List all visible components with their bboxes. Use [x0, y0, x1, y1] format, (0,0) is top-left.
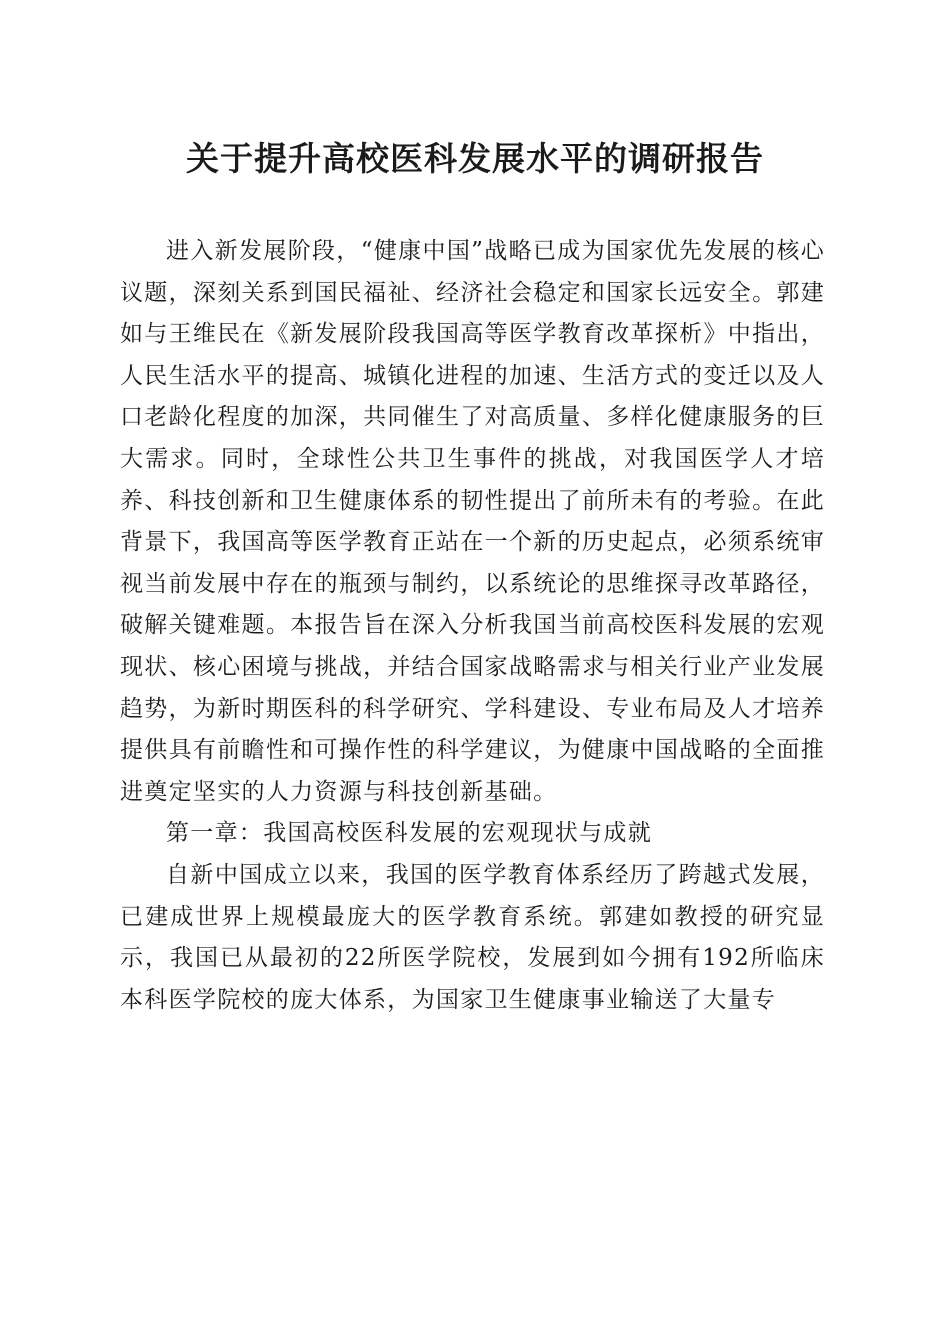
document-body — [120, 231, 825, 1021]
chapter-heading: 第一章：我国高校医科发展的宏观现状与成就 — [166, 820, 652, 847]
intro-paragraph: 进入新发展阶段，“健康中国”战略已成为国家优先发展的核心议题，深刻关系到国民福祉、经济社会稳定和国家长远安全。郭建如与王维民在《新发展阶段我国高等医学教育改革探析》中指出，人民生活水平的提高、城镇化进程的加速、生活方式的变迁以及人口老龄化程度的加深，共同催生了对高质量、多样化健康服务的巨大需求。同时，全球性公共卫生事件的挑战，对我国医学人才培养、科技创新和卫生健康体系的韧性提出了前所未有的考验。在此背景下，我国高等医学教育正站在一个新的历史起点，必须系统审视当前发展中存在的瓶颈与制约，以系统论的思维探寻改革路径，破解关键难题。本报告旨在深入分析我国当前高校医科发展的宏观现状、核心困境与挑战，并结合国家战略需求与相关行业产业发展趋势，为新时期医科的科学研究、学科建设、专业布局及人才培养提供具有前瞻性和可操作性的科学建议，为健康中国战略的全面推进奠定坚实的人力资源与科技创新基础。 — [120, 238, 825, 805]
chapter-paragraph: 自新中国成立以来，我国的医学教育体系经历了跨越式发展，已建成世界上规模最庞大的医学教育系统。郭建如教授的研究显示，我国已从最初的22所医学院校，发展到如今拥有192所临床本科医学院校的庞大体系，为国家卫生健康事业输送了大量专 — [120, 861, 825, 1013]
document-title: 关于提升高校医科发展水平的调研报告 — [186, 139, 764, 178]
